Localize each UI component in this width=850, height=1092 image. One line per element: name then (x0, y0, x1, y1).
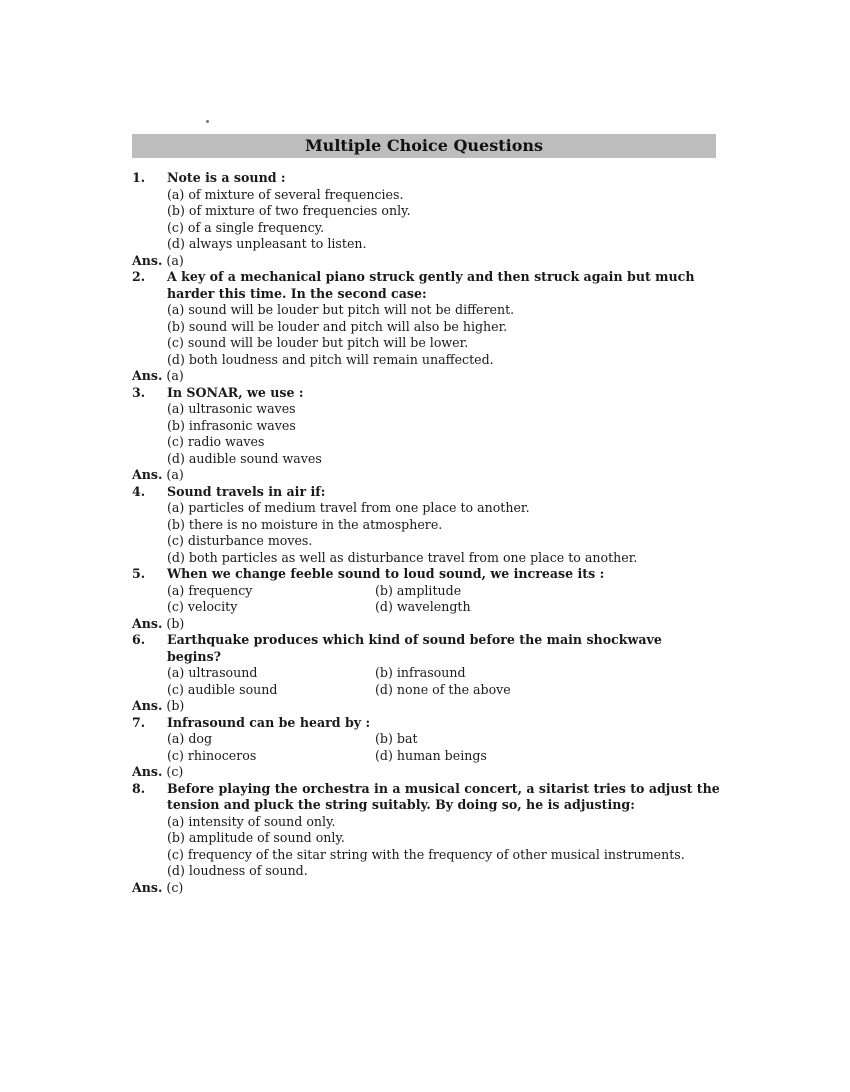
question-text: Earthquake produces which kind of sound before the main shockwave (167, 632, 662, 647)
question-line (132, 797, 732, 814)
option-text: (a) ultrasound (167, 665, 258, 680)
option-line (132, 500, 732, 517)
option-text: (d) both particles as well as disturbance travel from one place to another. (167, 549, 638, 565)
question-list (132, 170, 732, 896)
option-line (132, 335, 732, 352)
option-text: (c) radio waves (167, 434, 265, 449)
option-text: (b) of mixture of two frequencies only. (167, 203, 411, 218)
option-line (132, 236, 732, 253)
option-text: (a) intensity of sound only. (167, 813, 336, 829)
question-text: A key of a mechanical piano struck gently and then struck again but much (167, 269, 695, 284)
question-line (132, 781, 732, 798)
option-text: (c) velocity (167, 599, 238, 614)
option-line (132, 401, 732, 418)
question-line (132, 385, 732, 402)
option-text: (d) always unpleasant to listen. (167, 236, 367, 251)
question-text: When we change feeble sound to loud sound, we increase its : (167, 566, 605, 581)
option-text: (d) loudness of sound. (167, 863, 308, 878)
option-line (132, 434, 732, 451)
option-text: (d) both loudness and pitch will remain unaffected. (167, 351, 494, 367)
answer-line (132, 698, 732, 715)
answer-label: Ans. (132, 467, 163, 482)
option-line (132, 187, 732, 204)
question-line (132, 649, 732, 666)
answer-line (132, 368, 732, 385)
answer-label: Ans. (132, 252, 163, 268)
option-line (132, 220, 732, 237)
answer-line (132, 467, 732, 484)
option-text: (d) wavelength (375, 599, 471, 614)
question-text: In SONAR, we use : (167, 384, 304, 400)
option-line (132, 302, 732, 319)
option-line (132, 319, 732, 336)
option-line (132, 203, 732, 220)
option-text: (a) ultrasonic waves (167, 401, 296, 416)
option-text: (b) amplitude of sound only. (167, 830, 345, 845)
question-number: 8. (132, 780, 146, 796)
option-text: (b) infrasonic waves (167, 417, 296, 433)
question-number: 7. (132, 714, 146, 730)
option-text: (c) audible sound (167, 681, 278, 697)
answer-label: Ans. (132, 615, 163, 631)
option-line (132, 748, 732, 765)
option-line (132, 583, 732, 600)
option-text: (c) frequency of the sitar string with the frequency of other musical instruments. (167, 846, 685, 862)
option-text: (a) of mixture of several frequencies. (167, 186, 404, 202)
question-text: begins? (167, 648, 222, 664)
answer-value: (b) (162, 615, 185, 631)
option-text: (b) there is no moisture in the atmosphere. (167, 516, 443, 532)
answer-value: (c) (162, 764, 184, 779)
option-text: (c) disturbance moves. (167, 533, 313, 548)
question-number: 2. (132, 269, 146, 284)
option-line (132, 517, 732, 534)
option-line (132, 451, 732, 468)
question-line (132, 632, 732, 649)
answer-value: (a) (162, 368, 184, 383)
answer-label: Ans. (132, 368, 163, 383)
answer-label: Ans. (132, 698, 163, 713)
option-line (132, 665, 732, 682)
option-line (132, 847, 732, 864)
question-line (132, 170, 732, 187)
option-line (132, 863, 732, 880)
question-number: 5. (132, 566, 146, 581)
option-text: (a) dog (167, 731, 213, 746)
option-text: (d) audible sound waves (167, 450, 322, 466)
option-text: (b) sound will be louder and pitch will also be higher. (167, 318, 508, 334)
answer-value: (c) (162, 879, 184, 895)
answer-value: (a) (162, 467, 184, 482)
question-number: 4. (132, 483, 146, 499)
option-text: (c) sound will be louder but pitch will be lower. (167, 335, 469, 350)
option-text: (b) bat (375, 731, 418, 746)
option-line (132, 418, 732, 435)
option-text: (c) of a single frequency. (167, 219, 325, 235)
scan-mark (206, 120, 209, 123)
option-line (132, 533, 732, 550)
option-line (132, 830, 732, 847)
option-line (132, 352, 732, 369)
question-line (132, 566, 732, 583)
option-text: (b) amplitude (375, 582, 462, 598)
section-title: Multiple Choice Questions (132, 134, 716, 158)
question-text: Sound travels in air if: (167, 483, 326, 499)
question-number: 6. (132, 632, 146, 647)
question-line (132, 286, 732, 303)
option-line (132, 550, 732, 567)
answer-value: (b) (162, 698, 185, 713)
option-text: (c) rhinoceros (167, 747, 257, 763)
option-line (132, 599, 732, 616)
option-text: (a) frequency (167, 582, 253, 598)
question-text: Infrasound can be heard by : (167, 714, 371, 730)
answer-label: Ans. (132, 879, 163, 895)
option-text: (b) infrasound (375, 665, 466, 680)
option-line (132, 814, 732, 831)
answer-line (132, 764, 732, 781)
option-line (132, 682, 732, 699)
question-number: 1. (132, 170, 146, 185)
question-line (132, 484, 732, 501)
answer-label: Ans. (132, 764, 163, 779)
option-text: (d) human beings (375, 747, 487, 763)
question-line (132, 715, 732, 732)
question-text: harder this time. In the second case: (167, 285, 427, 301)
question-text: tension and pluck the string suitably. By doing so, he is adjusting: (167, 797, 635, 812)
answer-line (132, 880, 732, 897)
answer-value: (a) (162, 252, 184, 268)
answer-line (132, 253, 732, 270)
option-text: (a) sound will be louder but pitch will not be different. (167, 302, 515, 317)
question-text: Before playing the orchestra in a musical concert, a sitarist tries to adjust the (167, 780, 720, 796)
option-text: (d) none of the above (375, 681, 511, 697)
question-number: 3. (132, 384, 146, 400)
question-line (132, 269, 732, 286)
answer-line (132, 616, 732, 633)
option-text: (a) particles of medium travel from one place to another. (167, 500, 530, 515)
question-text: Note is a sound : (167, 170, 286, 185)
option-line (132, 731, 732, 748)
